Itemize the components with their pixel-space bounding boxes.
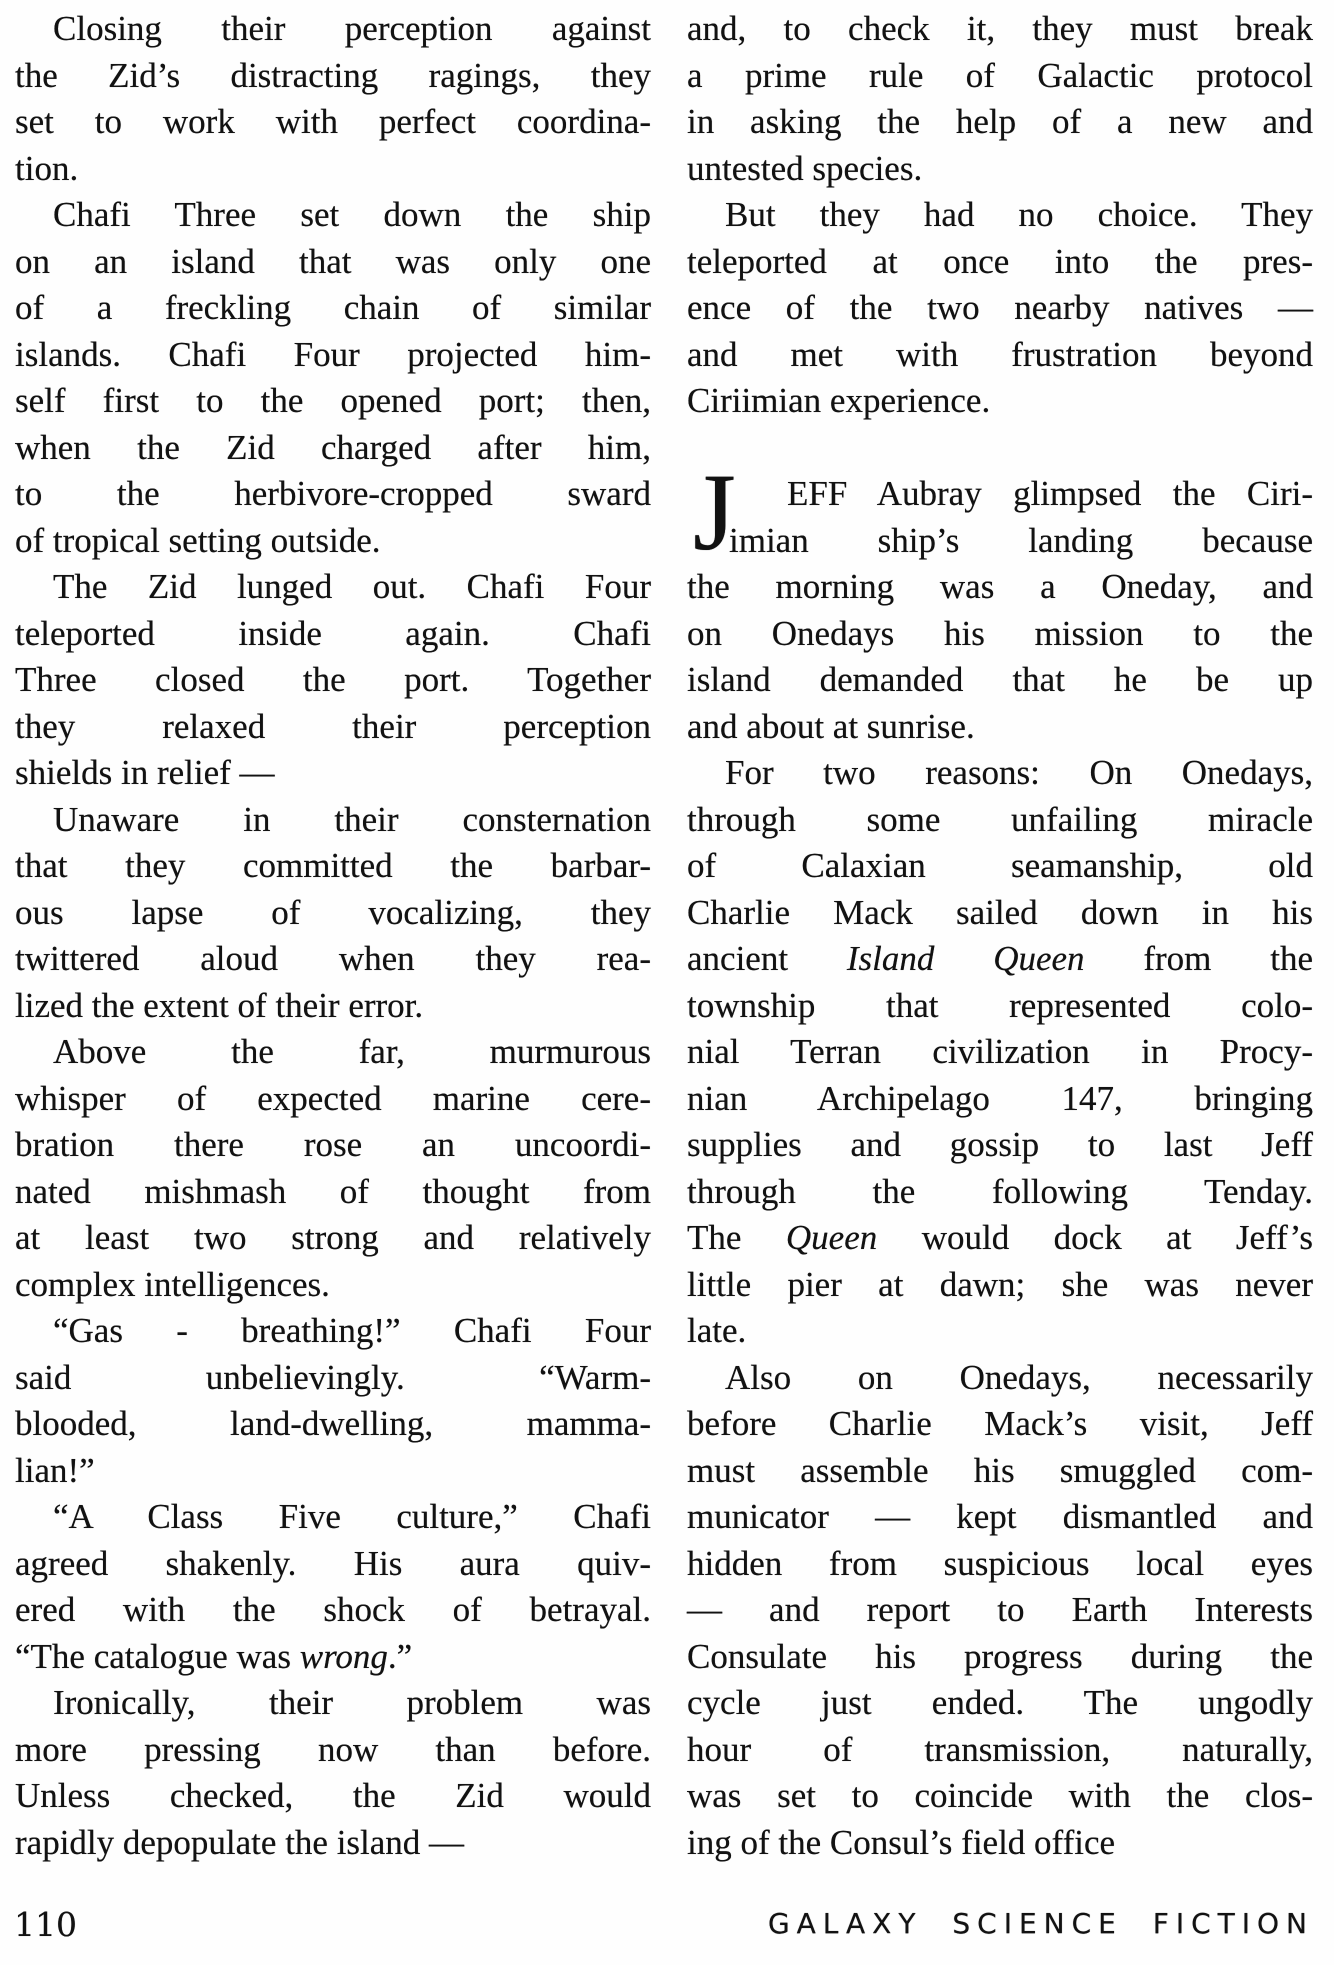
text-segment: hidden from suspicious local eyes (687, 1543, 1313, 1583)
text-line (15, 146, 651, 193)
text-line (15, 704, 651, 751)
text-line (15, 611, 651, 658)
text-line (15, 1076, 651, 1123)
text-segment: they relaxed their perception (15, 706, 651, 746)
text-segment: imian ship’s landing because (729, 520, 1313, 560)
text-line (15, 1448, 651, 1495)
text-segment: Closing their perception against (53, 9, 651, 48)
text-segment: Charlie Mack sailed down in his (687, 892, 1313, 932)
paragraph (15, 192, 651, 564)
text-segment: “The catalogue was (15, 1636, 300, 1676)
text-segment: “Gas - breathing!” Chafi Four (53, 1311, 651, 1350)
text-segment: Unaware in their consternation (53, 799, 651, 839)
text-line (15, 1122, 651, 1169)
text-segment: The (687, 1218, 786, 1257)
text-segment: The Zid lunged out. Chafi Four (53, 567, 651, 606)
text-line (15, 1634, 651, 1681)
text-line (15, 1169, 651, 1216)
text-segment: EFF Aubray glimpsed the Ciri- (787, 474, 1313, 513)
text-line (15, 1727, 651, 1774)
text-line (687, 1029, 1313, 1076)
text-line (687, 518, 1313, 565)
text-line (15, 99, 651, 146)
text-segment: to the herbivore-cropped sward (15, 474, 651, 513)
text-line (687, 611, 1313, 658)
text-line (687, 843, 1313, 890)
text-line (687, 1448, 1313, 1495)
text-line (687, 1541, 1313, 1588)
text-line (15, 53, 651, 100)
text-line (15, 564, 651, 611)
paragraph (15, 6, 651, 192)
paragraph (15, 1308, 651, 1494)
text-segment: lian!” (15, 1450, 95, 1490)
text-segment: rapidly depopulate the island — (15, 1822, 465, 1862)
text-line (687, 1401, 1313, 1448)
text-segment: tion. (15, 148, 79, 188)
text-segment: Ciriimian experience. (687, 381, 991, 420)
text-segment: .” (387, 1636, 413, 1676)
text-line (15, 518, 651, 565)
text-line (687, 1634, 1313, 1681)
text-line (15, 1215, 651, 1262)
text-segment: through the following Tenday. (687, 1171, 1313, 1211)
text-segment: island demanded that he be up (687, 660, 1313, 699)
text-line (15, 1308, 651, 1355)
text-segment: Chafi Three set down the ship (53, 195, 651, 234)
text-segment: bration there rose an uncoordi- (15, 1125, 651, 1164)
drop-cap-letter: J (693, 451, 736, 573)
paragraph (15, 1680, 651, 1866)
text-segment: Unless checked, the Zid would (15, 1776, 651, 1815)
text-segment: in asking the help of a new and (687, 102, 1313, 141)
text-line (687, 285, 1313, 332)
text-line (687, 471, 1313, 518)
paragraph (687, 750, 1313, 1355)
text-line (687, 192, 1313, 239)
text-line (687, 657, 1313, 704)
text-segment: blooded, land-dwelling, mamma- (15, 1404, 651, 1443)
text-line (687, 1169, 1313, 1216)
text-segment: late. (687, 1311, 747, 1350)
italic-text: wrong (299, 1636, 388, 1676)
text-line (15, 285, 651, 332)
text-segment: nated mishmash of thought from (15, 1171, 651, 1211)
text-line (687, 936, 1313, 983)
text-line (15, 890, 651, 937)
paragraph (15, 1029, 651, 1308)
text-segment: and met with frustration beyond (687, 334, 1313, 374)
paragraph (15, 797, 651, 1030)
text-segment: ing of the Consul’s field office (687, 1822, 1116, 1862)
text-segment: of Calaxian seamanship, old (687, 846, 1313, 885)
text-line (15, 425, 651, 472)
text-segment: ence of the two nearby natives — (687, 288, 1313, 327)
text-segment: municator — kept dismantled and (687, 1497, 1313, 1536)
text-line (687, 1355, 1313, 1402)
text-line (687, 564, 1313, 611)
text-line (687, 1773, 1313, 1820)
text-segment: untested species. (687, 148, 923, 188)
text-line (15, 192, 651, 239)
text-segment: Above the far, murmurous (53, 1032, 651, 1071)
text-segment: said unbelievingly. “Warm- (15, 1357, 651, 1397)
text-segment: was set to coincide with the clos- (687, 1776, 1313, 1815)
text-line (687, 890, 1313, 937)
text-line (15, 1494, 651, 1541)
text-segment: twittered aloud when they rea- (15, 939, 651, 978)
text-segment: Three closed the port. Together (15, 660, 651, 699)
text-segment: must assemble his smuggled com- (687, 1450, 1313, 1490)
text-segment: ancient (687, 939, 847, 978)
text-segment: supplies and gossip to last Jeff (687, 1125, 1313, 1164)
text-line (15, 797, 651, 844)
text-line (687, 332, 1313, 379)
text-segment: of a freckling chain of similar (15, 288, 651, 327)
text-line (687, 239, 1313, 286)
text-segment: self first to the opened port; then, (15, 381, 651, 420)
text-line (15, 1680, 651, 1727)
text-segment: ered with the shock of betrayal. (15, 1590, 651, 1629)
text-segment: set to work with perfect coordina- (15, 102, 651, 141)
text-line (687, 378, 1313, 425)
text-column-left (15, 6, 651, 1866)
text-line (687, 750, 1313, 797)
text-line (687, 1308, 1313, 1355)
text-segment: through some unfailing miracle (687, 799, 1313, 839)
text-line (687, 1076, 1313, 1123)
text-segment: the morning was a Oneday, and (687, 567, 1313, 606)
magazine-title: GALAXY SCIENCE FICTION (767, 1907, 1314, 1940)
text-segment: when the Zid charged after him, (15, 427, 651, 467)
paragraph (687, 192, 1313, 425)
text-line (15, 936, 651, 983)
text-segment: complex intelligences. (15, 1264, 330, 1304)
text-line (687, 1680, 1313, 1727)
text-line (15, 843, 651, 890)
text-line (15, 1541, 651, 1588)
text-segment: and about at sunrise. (687, 706, 975, 746)
paragraph (687, 6, 1313, 192)
text-line (687, 1494, 1313, 1541)
text-segment: nial Terran civilization in Procy- (687, 1032, 1313, 1071)
text-segment: nian Archipelago 147, bringing (687, 1078, 1313, 1118)
paragraph (15, 1494, 651, 1680)
text-line (15, 378, 651, 425)
text-segment: lized the extent of their error. (15, 985, 424, 1025)
text-line (687, 99, 1313, 146)
text-segment: teleported inside again. Chafi (15, 613, 651, 653)
text-line (15, 1262, 651, 1309)
text-segment: on an island that was only one (15, 241, 651, 281)
text-segment: ous lapse of vocalizing, they (15, 892, 651, 932)
text-line (687, 1727, 1313, 1774)
italic-text: Queen (785, 1218, 878, 1257)
text-line (687, 983, 1313, 1030)
text-segment: township that represented colo- (687, 985, 1313, 1025)
text-segment: of tropical setting outside. (15, 520, 381, 560)
paragraph (687, 1355, 1313, 1867)
text-line (687, 704, 1313, 751)
text-line (15, 239, 651, 286)
text-segment: Also on Onedays, necessarily (725, 1357, 1313, 1397)
paragraph (15, 564, 651, 797)
text-line (687, 1262, 1313, 1309)
text-segment: Ironically, their problem was (53, 1683, 651, 1722)
text-segment: cycle just ended. The ungodly (687, 1683, 1313, 1722)
text-line (687, 1215, 1313, 1262)
text-line (15, 6, 651, 53)
text-line (687, 797, 1313, 844)
text-line (687, 1587, 1313, 1634)
text-segment: from the (1084, 939, 1313, 978)
page-footer (0, 1905, 1334, 1948)
page-number: 110 (14, 1905, 77, 1944)
text-segment: the Zid’s distracting ragings, they (15, 55, 651, 95)
text-segment: at least two strong and relatively (15, 1218, 651, 1257)
text-segment: For two reasons: On Onedays, (725, 753, 1313, 792)
text-segment: before Charlie Mack’s visit, Jeff (687, 1404, 1313, 1443)
text-segment: shields in relief — (15, 753, 275, 792)
text-line (687, 146, 1313, 193)
italic-text: Island Queen (846, 939, 1085, 978)
text-line (15, 1401, 651, 1448)
text-line (15, 1029, 651, 1076)
text-line (15, 1773, 651, 1820)
text-line (15, 332, 651, 379)
text-line (15, 750, 651, 797)
text-segment: would dock at Jeff’s (877, 1218, 1314, 1257)
text-segment: that they committed the barbar- (15, 846, 651, 885)
text-line (687, 53, 1313, 100)
text-segment: hour of transmission, naturally, (687, 1729, 1313, 1769)
text-segment: more pressing now than before. (15, 1729, 651, 1769)
text-segment: on Onedays his mission to the (687, 613, 1313, 653)
text-segment: whisper of expected marine cere- (15, 1078, 651, 1118)
text-line (15, 657, 651, 704)
paragraph (687, 451, 1313, 750)
text-line (15, 1587, 651, 1634)
text-segment: a prime rule of Galactic protocol (687, 55, 1313, 95)
text-segment: islands. Chafi Four projected him- (15, 334, 651, 374)
text-line (15, 1820, 651, 1867)
text-segment: — and report to Earth Interests (687, 1590, 1313, 1629)
text-line (687, 1122, 1313, 1169)
text-segment: agreed shakenly. His aura quiv- (15, 1543, 651, 1583)
text-column-right (687, 6, 1313, 1866)
text-segment: But they had no choice. They (725, 195, 1313, 234)
text-line (15, 983, 651, 1030)
text-segment: teleported at once into the pres- (687, 241, 1313, 281)
text-line (687, 6, 1313, 53)
text-segment: “A Class Five culture,” Chafi (53, 1497, 651, 1536)
text-segment: and, to check it, they must break (687, 9, 1313, 48)
text-line (687, 1820, 1313, 1867)
text-line (15, 471, 651, 518)
text-line (15, 1355, 651, 1402)
text-segment: Consulate his progress during the (687, 1636, 1313, 1676)
text-segment: little pier at dawn; she was never (687, 1264, 1313, 1304)
